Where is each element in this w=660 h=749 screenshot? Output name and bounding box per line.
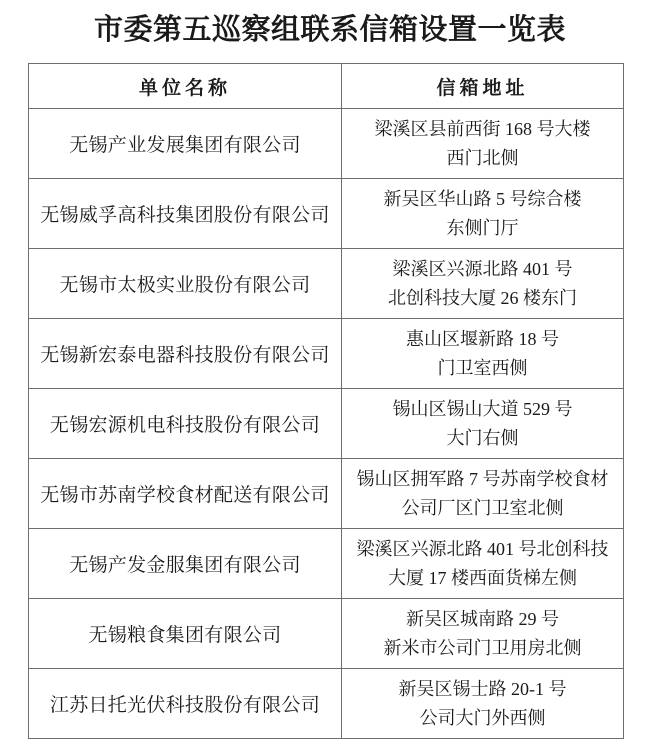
address-line-1: 梁溪区兴源北路 401 号北创科技	[356, 538, 609, 559]
unit-cell: 无锡市太极实业股份有限公司	[29, 249, 342, 319]
address-cell	[342, 459, 624, 529]
address-line-1: 锡山区拥军路 7 号苏南学校食材	[356, 468, 609, 489]
page-title: 市委第五巡察组联系信箱设置一览表	[93, 14, 566, 46]
table-row	[29, 179, 624, 249]
table-row	[29, 319, 624, 389]
address-line-1: 梁溪区兴源北路 401 号	[392, 258, 573, 279]
table-row	[29, 599, 624, 669]
address-cell	[342, 529, 624, 599]
address-line-1: 新吴区华山路 5 号综合楼	[383, 188, 582, 209]
header-row	[29, 64, 624, 109]
address-line-2: 门卫室西侧	[437, 357, 528, 378]
table-row	[29, 389, 624, 459]
address-line-1: 新吴区城南路 29 号	[406, 608, 559, 629]
address-line-2: 东侧门厅	[446, 217, 519, 238]
address-cell	[342, 109, 624, 179]
unit-cell: 无锡威孚高科技集团股份有限公司	[29, 179, 342, 249]
mailbox-table	[28, 63, 624, 739]
unit-cell: 无锡产业发展集团有限公司	[29, 109, 342, 179]
address-line-1: 锡山区锡山大道 529 号	[392, 398, 573, 419]
table-row	[29, 529, 624, 599]
address-line-2: 西门北侧	[446, 147, 519, 168]
table-row	[29, 249, 624, 319]
header-unit-name: 单位名称	[29, 64, 342, 109]
address-cell	[342, 179, 624, 249]
unit-cell: 无锡产发金服集团有限公司	[29, 529, 342, 599]
address-line-2: 新米市公司门卫用房北侧	[383, 637, 582, 658]
table-row	[29, 669, 624, 739]
address-cell	[342, 319, 624, 389]
unit-cell: 无锡宏源机电科技股份有限公司	[29, 389, 342, 459]
address-line-2: 大门右侧	[446, 427, 519, 448]
unit-cell: 无锡市苏南学校食材配送有限公司	[29, 459, 342, 529]
address-line-1: 新吴区锡士路 20-1 号	[398, 678, 567, 699]
address-line-2: 公司大门外西侧	[419, 707, 546, 728]
unit-cell: 江苏日托光伏科技股份有限公司	[29, 669, 342, 739]
address-cell	[342, 669, 624, 739]
unit-cell: 无锡粮食集团有限公司	[29, 599, 342, 669]
address-line-2: 北创科技大厦 26 楼东门	[388, 287, 577, 308]
header-mailbox-address: 信箱地址	[342, 64, 624, 109]
address-line-2: 大厦 17 楼西面货梯左侧	[388, 567, 577, 588]
address-line-2: 公司厂区门卫室北侧	[401, 497, 564, 518]
unit-cell: 无锡新宏泰电器科技股份有限公司	[29, 319, 342, 389]
table-row	[29, 459, 624, 529]
address-cell	[342, 389, 624, 459]
address-line-1: 惠山区堰新路 18 号	[406, 328, 559, 349]
address-cell	[342, 249, 624, 319]
table-row	[29, 109, 624, 179]
address-cell	[342, 599, 624, 669]
address-line-1: 梁溪区县前西街 168 号大楼	[374, 118, 591, 139]
